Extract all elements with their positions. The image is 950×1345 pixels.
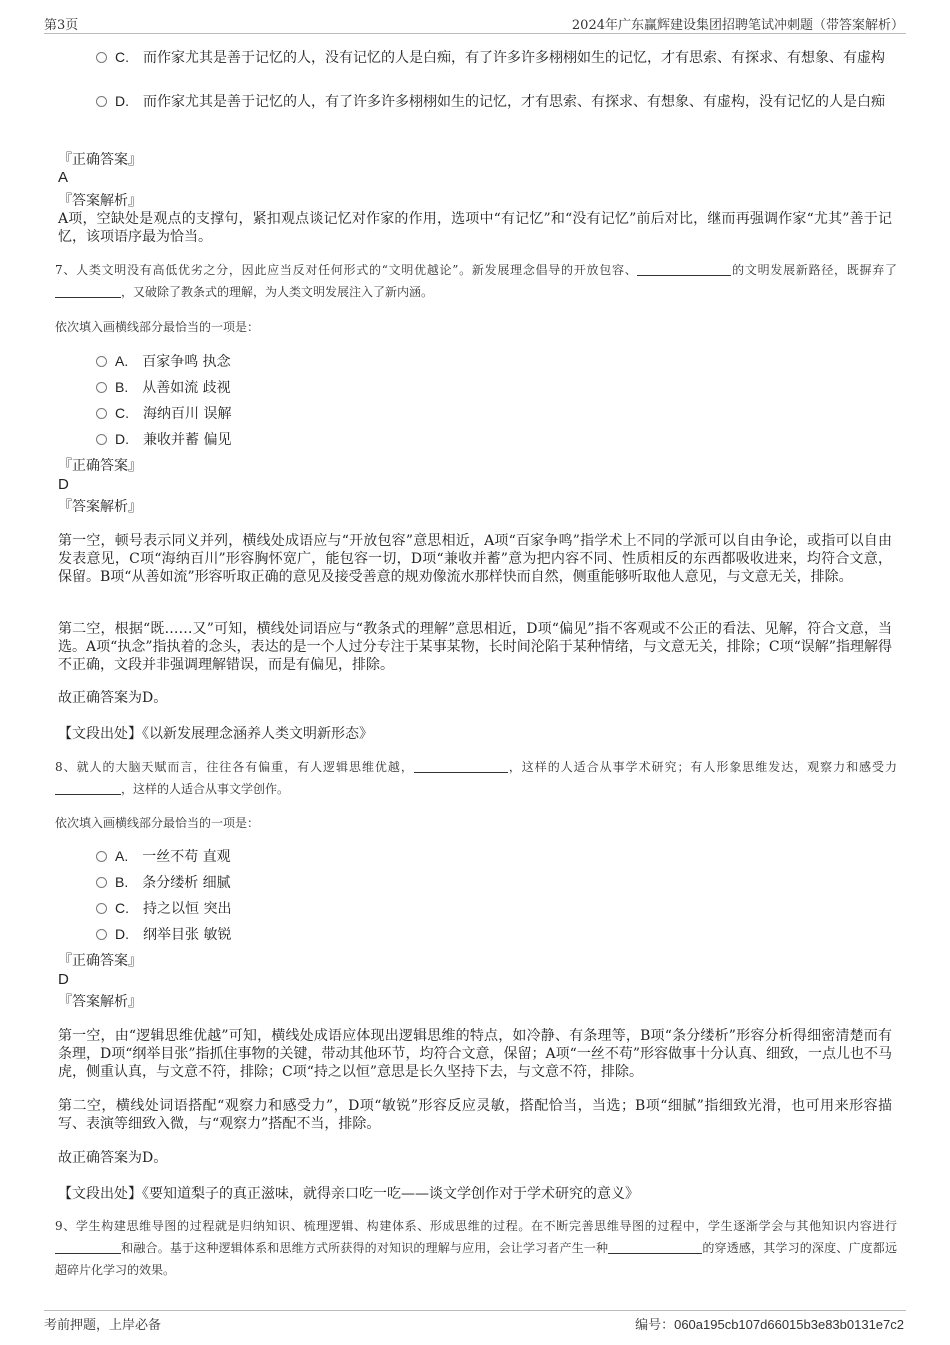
radio-icon[interactable] xyxy=(96,434,107,445)
blank-2 xyxy=(55,283,121,298)
document-code: 编号：060a195cb107d66015b3e83b0131e7c2 xyxy=(635,1317,904,1333)
q7-option-b[interactable]: B. 从善如流 歧视 xyxy=(96,376,896,399)
q8-analysis-1: 第一空，由“逻辑思维优越”可知，横线处成语应体现出逻辑思维的特点，如冷静、有条理等，B项“条分缕析”形容分析得细密清楚而有条理，D项“纲举目张”指抓住事物的关键，带动其他环节，均符合文意，保留；A项“一丝不苟”形容做事十分认真、细致，一点儿也不马虎，侧重认真，与文意不符，排除；C项“持之以恒”意思是长久坚持下去，与文意不符，排除。 xyxy=(58,1028,892,1080)
q7-answer: D xyxy=(58,476,69,493)
page-number: 第3页 xyxy=(44,18,79,33)
q8-prompt: 依次填入画横线部分最恰当的一项是： xyxy=(55,816,260,830)
q8-answer: D xyxy=(58,971,69,988)
document-title: 2024年广东赢辉建设集团招聘笔试冲刺题（带答案解析） xyxy=(571,18,904,33)
radio-icon[interactable] xyxy=(96,356,107,367)
blank-2 xyxy=(608,1239,702,1254)
q6-analysis: A项，空缺处是观点的支撑句，紧扣观点谈记忆对作家的作用，选项中“有记忆”和“没有记忆”前后对比，继而再强调作家“尤其”善于记忆，该项语序最为恰当。 xyxy=(58,211,892,245)
q7-prompt: 依次填入画横线部分最恰当的一项是： xyxy=(55,320,260,334)
blank-1 xyxy=(55,1239,121,1254)
radio-icon[interactable] xyxy=(96,408,107,419)
radio-icon[interactable] xyxy=(96,382,107,393)
q7-analysis-2: 第二空，根据“既……又”可知，横线处词语应与“教条式的理解”意思相近，D项“偏见”指不客观或不公正的看法、见解，符合文意，当选。A项“执念”指执着的念头，表达的是一个人过分专注于某事某物，长时间沦陷于某种情绪，与文意无关，排除；C项“误解”指理解得不正确，文段并非强调理解错误，而是有偏见，排除。 xyxy=(58,621,892,673)
q8-answer-label: 『正确答案』 xyxy=(58,953,142,969)
blank-1 xyxy=(414,758,508,773)
q7-answer-label: 『正确答案』 xyxy=(58,458,142,474)
q7-option-a[interactable]: A. 百家争鸣 执念 xyxy=(96,350,896,373)
q7-analysis-1: 第一空，顿号表示同义并列，横线处成语应与“开放包容”意思相近，A项“百家争鸣”指学术上不同的学派可以自由争论，或指可以自由发表意见，C项“海纳百川”形容胸怀宽广，能包容一切，D项“兼收并蓄”意为把内容不同、性质相反的东西都吸收进来，均符合文意，保留。B项“从善如流”形容听取正确的意见及接受善意的规劝像流水那样快而自然，侧重能够听取他人意见，与文意无关，排除。 xyxy=(58,533,892,585)
blank-1 xyxy=(637,261,731,276)
q7-option-d[interactable]: D. 兼收并蓄 偏见 xyxy=(96,428,896,451)
radio-icon[interactable] xyxy=(96,929,107,940)
blank-2 xyxy=(55,780,121,795)
footer-slogan: 考前押题，上岸必备 xyxy=(44,1318,162,1333)
q8-conclusion: 故正确答案为D。 xyxy=(58,1150,168,1166)
q6-answer-label: 『正确答案』 xyxy=(58,152,142,168)
q8-option-d[interactable]: D. 纲举目张 敏锐 xyxy=(96,923,896,946)
q7-option-c[interactable]: C. 海纳百川 误解 xyxy=(96,402,896,425)
q6-analysis-label: 『答案解析』 xyxy=(58,193,142,209)
q8-analysis-2: 第二空，横线处词语搭配“观察力和感受力”，D项“敏锐”形容反应灵敏，搭配恰当，当选；B项“细腻”指细致光滑，也可用来形容描写、表演等细致入微，与“观察力”搭配不当，排除。 xyxy=(58,1098,892,1132)
q8-option-c[interactable]: C. 持之以恒 突出 xyxy=(96,897,896,920)
footer-divider xyxy=(44,1310,906,1311)
q8-source: 【文段出处】《要知道梨子的真正滋味，就得亲口吃一吃——谈文学创作对于学术研究的意义》 xyxy=(58,1186,639,1202)
q6-option-c[interactable]: C. 而作家尤其是善于记忆的人，没有记忆的人是白痴，有了许多许多栩栩如生的记忆，才有思索、有探求、有想象、有虚构 xyxy=(96,46,896,69)
radio-icon[interactable] xyxy=(96,903,107,914)
q9-stem: 9、学生构建思维导图的过程就是归纳知识、梳理逻辑、构建体系、形成思维的过程。在不断完善思维导图的过程中，学生逐渐学会与其他知识内容进行和融合。基于这种逻辑体系和思维方式所获得的对知识的理解与应用，会让学习者产生一种 的穿透感，其学习的深度、广度都远超碎片化学习的效果。 xyxy=(55,1219,897,1277)
radio-icon[interactable] xyxy=(96,851,107,862)
q7-source: 【文段出处】《以新发展理念涵养人类文明新形态》 xyxy=(58,726,373,742)
q8-stem: 8、就人的大脑天赋而言，往往各有偏重，有人逻辑思维优越， ，这样的人适合从事学术研究；有人形象思维发达，观察力和感受力，这样的人适合从事文学创作。 xyxy=(55,760,897,796)
q8-analysis-label: 『答案解析』 xyxy=(58,994,142,1010)
q8-option-a[interactable]: A. 一丝不苟 直观 xyxy=(96,845,896,868)
q8-option-b[interactable]: B. 条分缕析 细腻 xyxy=(96,871,896,894)
q6-option-d[interactable]: D. 而作家尤其是善于记忆的人，有了许多许多栩栩如生的记忆，才有思索、有探求、有想象、有虚构，没有记忆的人是白痴 xyxy=(96,90,896,113)
radio-icon[interactable] xyxy=(96,877,107,888)
header-divider xyxy=(44,33,906,34)
q7-conclusion: 故正确答案为D。 xyxy=(58,690,168,706)
q6-answer: A xyxy=(58,169,69,186)
radio-icon[interactable] xyxy=(96,52,107,63)
radio-icon[interactable] xyxy=(96,96,107,107)
q7-analysis-label: 『答案解析』 xyxy=(58,499,142,515)
q7-stem: 7、人类文明没有高低优劣之分，因此应当反对任何形式的“文明优越论”。新发展理念倡导的开放包容、 的文明发展新路径，既摒弃了，又破除了教条式的理解，为人类文明发展注入了新内涵。 xyxy=(55,263,897,299)
